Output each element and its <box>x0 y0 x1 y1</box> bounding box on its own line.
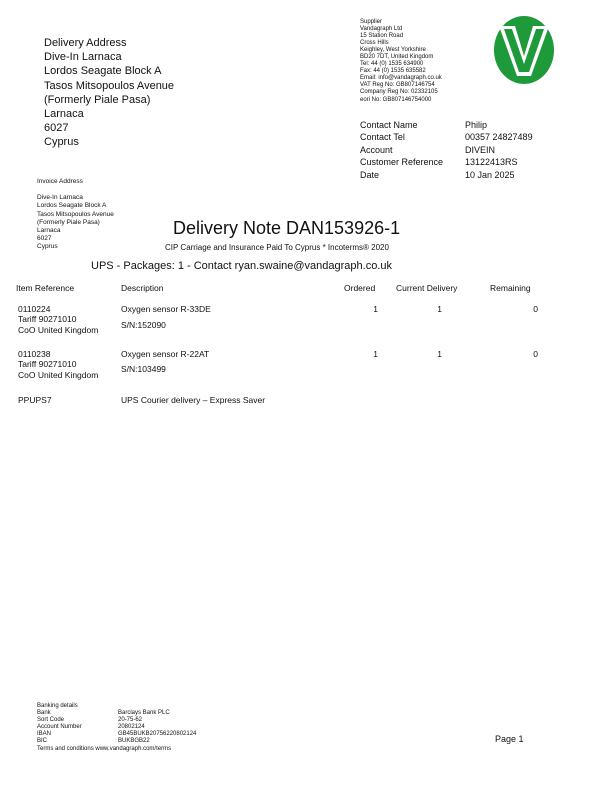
terms-row <box>37 746 196 753</box>
table-row-item-ref <box>18 304 98 335</box>
contact-tel-value: 00357 24827489 <box>465 132 533 143</box>
banking-details-block <box>37 703 196 753</box>
item-reference-header: Item Reference <box>16 283 75 293</box>
iban-label: IBAN <box>37 731 52 738</box>
invoice-address-line: Lordos Seagate Block A <box>37 202 107 210</box>
contact-row <box>360 119 533 131</box>
account-value: DIVEIN <box>465 144 496 155</box>
bank-value: Barclays Bank PLC <box>118 710 170 717</box>
supplier-heading: Supplier <box>360 19 383 25</box>
contact-name-value: Philip <box>465 120 488 130</box>
bank-label: Bank <box>37 710 51 717</box>
invoice-address-heading: Invoice Address <box>37 178 83 185</box>
bank-row <box>37 710 196 717</box>
delivery-address-line: Lordos Seagate Block A <box>44 65 162 78</box>
supplier-line: VAT Reg No: GB807146754 <box>360 82 435 89</box>
item-current-delivery: 1 <box>437 304 442 314</box>
item-tariff: Tariff 90271010 <box>18 359 77 370</box>
supplier-line: Fax: 44 (0) 1535 635582 <box>360 68 426 75</box>
delivery-address-heading: Delivery Address <box>44 37 127 49</box>
delivery-address-line: (Formerly Piale Pasa) <box>44 93 151 106</box>
delivery-address-line: Dive-In Larnaca <box>44 51 122 64</box>
supplier-line: Vandagraph Ltd <box>360 26 403 33</box>
invoice-address-line: Larnaca <box>37 227 61 235</box>
customer-reference-value: 13122413RS <box>465 157 518 168</box>
item-serial: S/N:152090 <box>121 320 166 330</box>
contact-row <box>360 156 533 168</box>
item-code: 0110224 <box>18 304 51 314</box>
item-ordered: 1 <box>373 349 378 359</box>
invoice-address-line: (Formerly Piale Pasa) <box>37 218 100 226</box>
supplier-line: Tel: 44 (0) 1535 634900 <box>360 61 424 68</box>
bank-row <box>37 717 196 724</box>
delivery-note-title: Delivery Note DAN153926-1 <box>173 218 401 238</box>
supplier-line: Email: info@vandagraph.co.uk <box>360 75 442 82</box>
page-number: Page 1 <box>495 734 524 744</box>
contact-details-table <box>360 119 533 181</box>
item-coo: CoO United Kingdom <box>18 324 99 335</box>
bic-value: BUKBGB22 <box>118 738 150 745</box>
item-remaining: 0 <box>533 304 538 314</box>
contact-row <box>360 144 533 156</box>
supplier-line: Keighley, West Yorkshire <box>360 47 426 54</box>
account-number-value: 20802124 <box>118 724 145 731</box>
iban-value: GB45BUKB20756220802124 <box>118 731 197 738</box>
item-serial: S/N:103499 <box>121 364 166 374</box>
supplier-line: BD20 7DT, United Kingdom <box>360 54 434 61</box>
contact-tel-label: Contact Tel <box>360 132 405 143</box>
terms-link[interactable]: www.vandagraph.com/terms <box>95 745 172 752</box>
vandagraph-logo-icon <box>493 14 555 86</box>
contact-row <box>360 169 533 181</box>
supplier-line: eori No: GB807146754000 <box>360 96 432 103</box>
service-item-description: UPS Courier delivery – Express Saver <box>121 395 266 405</box>
terms-label: Terms and conditions <box>37 745 94 752</box>
item-description: Oxygen sensor R-22AT <box>121 349 210 359</box>
current-delivery-header: Current Delivery <box>396 283 458 293</box>
date-value: 10 Jan 2025 <box>465 169 515 180</box>
table-row-item-ref <box>18 349 98 380</box>
sort-code-label: Sort Code <box>37 717 65 724</box>
invoice-address-line: Cyprus <box>37 243 58 251</box>
delivery-address-line: Larnaca <box>44 108 84 121</box>
delivery-address-line: 6027 <box>44 122 69 135</box>
banking-heading: Banking details <box>37 703 78 709</box>
invoice-address-line: Tasos Mitsopoulos Avenue <box>37 210 114 218</box>
item-coo: CoO United Kingdom <box>18 369 99 380</box>
bank-row <box>37 738 196 745</box>
invoice-address-line: Dive-In Larnaca <box>37 194 83 202</box>
account-number-label: Account Number <box>37 724 82 731</box>
shipping-info-line: UPS - Packages: 1 - Contact ryan.swaine@vandagraph.co.uk <box>91 260 392 272</box>
supplier-line: 15 Station Road <box>360 33 404 40</box>
invoice-address-block <box>37 178 114 252</box>
delivery-address-block <box>44 36 174 150</box>
item-remaining: 0 <box>533 349 538 359</box>
delivery-address-line: Tasos Mitsopoulos Avenue <box>44 79 175 92</box>
remaining-header: Remaining <box>490 283 531 293</box>
description-header: Description <box>121 283 164 293</box>
item-description: Oxygen sensor R-33DE <box>121 304 211 314</box>
bank-row <box>37 724 196 731</box>
contact-row <box>360 131 533 143</box>
supplier-line: Company Reg No: 02332105 <box>360 89 438 96</box>
delivery-address-line: Cyprus <box>44 136 79 149</box>
item-tariff: Tariff 90271010 <box>18 314 77 325</box>
supplier-line: Cross Hills <box>360 40 389 47</box>
date-label: Date <box>360 169 380 180</box>
supplier-block <box>360 19 442 104</box>
contact-name-label: Contact Name <box>360 120 418 130</box>
service-item-code: PPUPS7 <box>18 395 52 405</box>
bank-row <box>37 731 196 738</box>
incoterms-line: CIP Carriage and Insurance Paid To Cyprus * Incoterms® 2020 <box>165 243 389 252</box>
account-label: Account <box>360 144 393 155</box>
sort-code-value: 20-75-62 <box>118 717 143 724</box>
item-current-delivery: 1 <box>437 349 442 359</box>
ordered-header: Ordered <box>344 283 376 293</box>
customer-reference-label: Customer Reference <box>360 157 444 168</box>
invoice-address-line: 6027 <box>37 235 52 243</box>
bic-label: BIC <box>37 738 48 745</box>
item-ordered: 1 <box>373 304 378 314</box>
item-code: 0110238 <box>18 349 51 359</box>
